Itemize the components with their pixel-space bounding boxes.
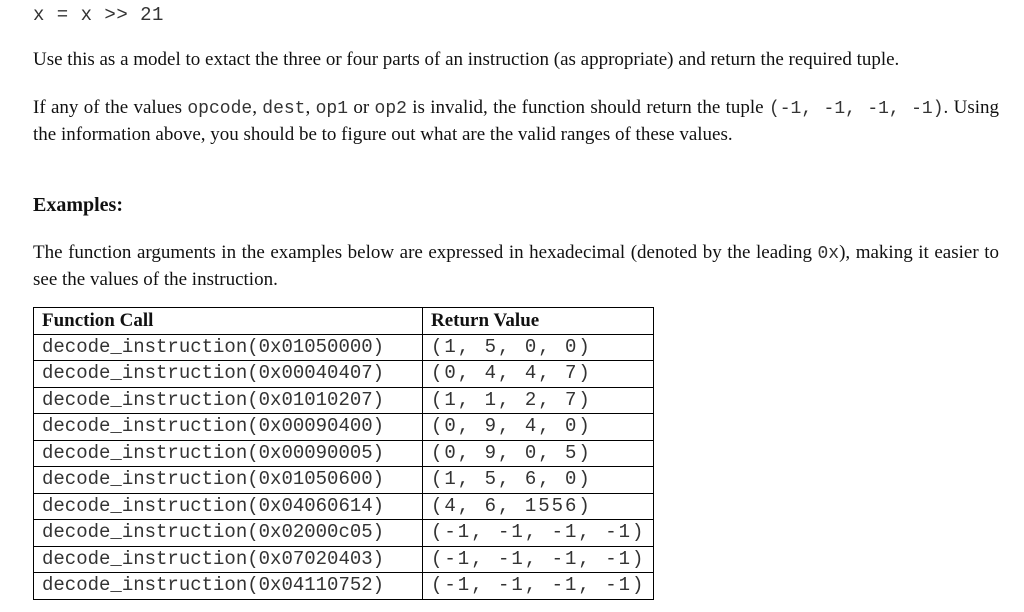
function-call-cell: decode_instruction(0x02000c05) (34, 520, 423, 547)
return-value-cell: (0, 9, 0, 5) (423, 440, 654, 467)
table-row (34, 546, 654, 573)
table-row (34, 440, 654, 467)
return-value-cell: (0, 9, 4, 0) (423, 414, 654, 441)
opcode-code: opcode (187, 99, 253, 119)
function-call-cell: decode_instruction(0x04110752) (34, 573, 423, 600)
paragraph-text: . Using the information above, you should be to figure out what are the valid ranges of these values. (33, 97, 1000, 145)
return-value-cell: (1, 1, 2, 7) (423, 387, 654, 414)
invalid-values-paragraph (33, 95, 999, 148)
paragraph-text: is invalid, the function should return the tuple (406, 97, 769, 118)
model-instructions-paragraph: Use this as a model to extact the three or four parts of an instruction (as appropriate) and return the required tuple. (33, 49, 900, 70)
return-value-cell: (4, 6, 1556) (423, 493, 654, 520)
return-value-cell: (-1, -1, -1, -1) (423, 573, 654, 600)
function-call-cell: decode_instruction(0x00090400) (34, 414, 423, 441)
table-row (34, 520, 654, 547)
table-row (34, 334, 654, 361)
function-call-cell: decode_instruction(0x00090005) (34, 440, 423, 467)
table-row (34, 387, 654, 414)
table-row (34, 493, 654, 520)
paragraph-text: , (252, 97, 263, 118)
paragraph-text: The function arguments in the examples below are expressed in hexadecimal (denoted by the leading (33, 242, 818, 263)
hex-explanation-paragraph (33, 240, 999, 293)
invalid-tuple-code: (-1, -1, -1, -1) (768, 99, 944, 119)
table-row (34, 467, 654, 494)
code-snippet: x = x >> 21 (33, 4, 164, 26)
return-value-cell: (-1, -1, -1, -1) (423, 520, 654, 547)
op1-code: op1 (315, 99, 348, 119)
function-call-cell: decode_instruction(0x01050000) (34, 334, 423, 361)
op2-code: op2 (374, 99, 407, 119)
table-row (34, 573, 654, 600)
function-call-cell: decode_instruction(0x01050600) (34, 467, 423, 494)
paragraph-text: or (348, 97, 375, 118)
hex-prefix-code: 0x (817, 244, 840, 264)
function-call-cell: decode_instruction(0x04060614) (34, 493, 423, 520)
return-value-cell: (0, 4, 4, 7) (423, 361, 654, 388)
paragraph-text: If any of the values (33, 97, 188, 118)
table-row (34, 361, 654, 388)
return-value-cell: (1, 5, 0, 0) (423, 334, 654, 361)
dest-code: dest (262, 99, 306, 119)
function-call-cell: decode_instruction(0x00040407) (34, 361, 423, 388)
function-call-cell: decode_instruction(0x07020403) (34, 546, 423, 573)
return-value-cell: (1, 5, 6, 0) (423, 467, 654, 494)
paragraph-text: ), making it easier to see the values of the instruction. (33, 242, 999, 290)
examples-table (33, 307, 654, 600)
table-header-row (34, 308, 654, 335)
function-call-cell: decode_instruction(0x01010207) (34, 387, 423, 414)
paragraph-text: , (305, 97, 316, 118)
return-value-cell: (-1, -1, -1, -1) (423, 546, 654, 573)
table-row (34, 414, 654, 441)
return-value-header: Return Value (423, 308, 654, 335)
function-call-header: Function Call (34, 308, 423, 335)
examples-heading: Examples: (33, 194, 123, 216)
